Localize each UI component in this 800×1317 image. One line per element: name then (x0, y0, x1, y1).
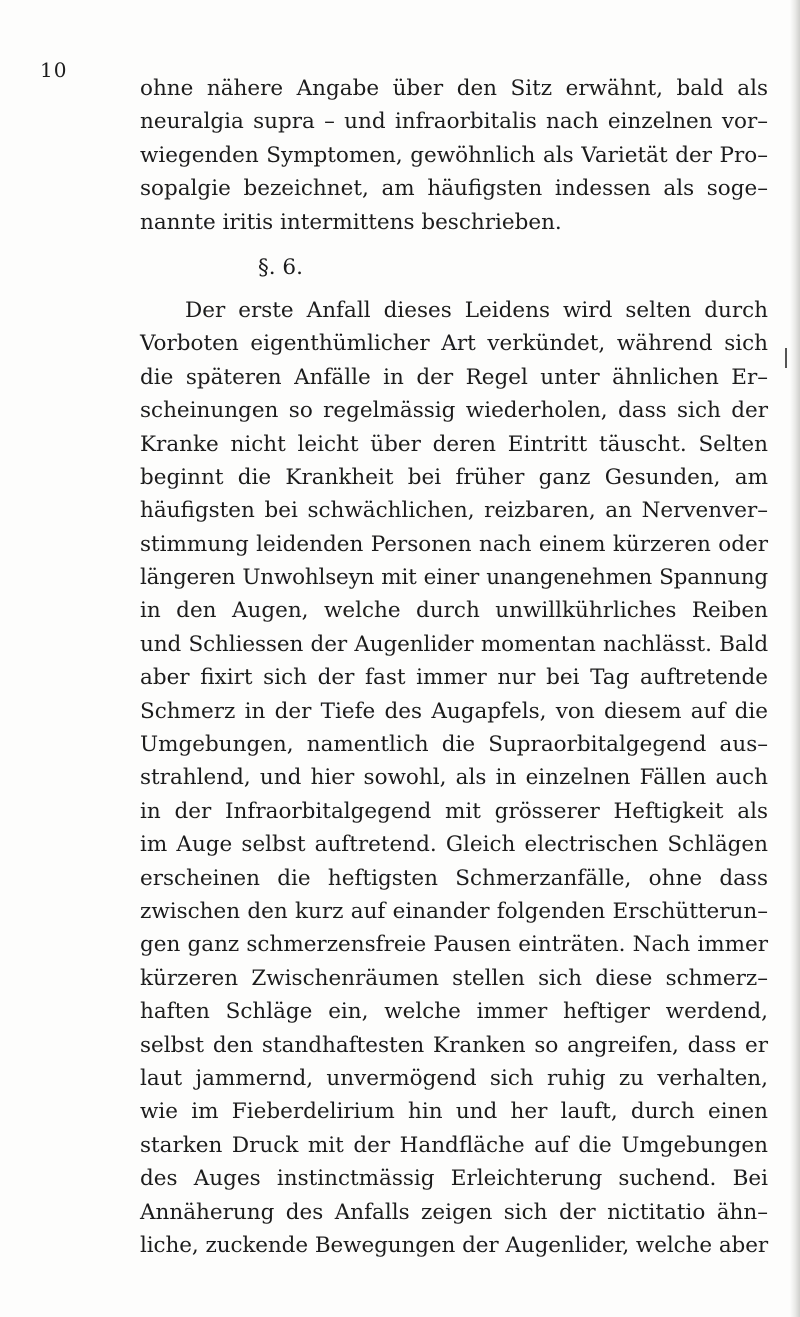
section-heading: §. 6. (258, 254, 303, 280)
text-line: starken Druck mit der Handfläche auf die Umgebungen (140, 1132, 768, 1158)
text-line: sopalgie bezeichnet, am häufigsten indessen als soge– (140, 176, 768, 202)
text-line: Kranke nicht leicht über deren Eintritt täuscht. Selten (140, 431, 768, 457)
page-edge-shadow (790, 0, 800, 1317)
text-line: stimmung leidenden Personen nach einem kürzeren oder (140, 531, 768, 557)
text-line: nannte iritis intermittens beschrieben. (140, 209, 562, 235)
text-line: in der Infraorbitalgegend mit grösserer Heftigkeit als (140, 798, 768, 824)
text-line: strahlend, und hier sowohl, als in einzelnen Fällen auch (140, 765, 768, 791)
page-number: 10 (40, 58, 68, 82)
text-line: haften Schläge ein, welche immer heftiger werdend, (140, 999, 768, 1025)
text-line: Umgebungen, namentlich die Supraorbitalgegend aus– (140, 732, 768, 758)
margin-mark (785, 348, 791, 368)
text-line: aber fixirt sich der fast immer nur bei Tag auftretende (140, 665, 768, 691)
body-text (140, 72, 768, 1262)
text-line: wie im Fieberdelirium hin und her lauft, durch einen (140, 1099, 768, 1125)
text-line: Vorboten eigenthümlicher Art verkündet, während sich (140, 331, 768, 357)
text-line: erscheinen die heftigsten Schmerzanfälle, ohne dass (140, 865, 768, 891)
text-line: laut jammernd, unvermögend sich ruhig zu verhalten, (140, 1065, 768, 1091)
text-line: selbst den standhaftesten Kranken so angreifen, dass er (140, 1032, 768, 1058)
text-line: Schmerz in der Tiefe des Augapfels, von diesem auf die (140, 698, 768, 724)
text-line: gen ganz schmerzensfreie Pausen einträten. Nach immer (140, 932, 768, 958)
text-line: kürzeren Zwischenräumen stellen sich diese schmerz– (140, 965, 768, 991)
text-line: Annäherung des Anfalls zeigen sich der nictitatio ähn– (140, 1199, 768, 1225)
text-line: Der erste Anfall dieses Leidens wird selten durch (185, 297, 768, 323)
text-line: und Schliessen der Augenlider momentan nachlässt. Bald (140, 631, 768, 657)
text-line: liche, zuckende Bewegungen der Augenlider, welche aber (140, 1232, 768, 1258)
text-line: im Auge selbst auftretend. Gleich electrischen Schlägen (140, 832, 768, 858)
text-line: in den Augen, welche durch unwillkührliches Reiben (140, 598, 768, 624)
text-line: scheinungen so regelmässig wiederholen, dass sich der (140, 398, 768, 424)
text-line: des Auges instinctmässig Erleichterung suchend. Bei (140, 1166, 768, 1192)
text-line: längeren Unwohlseyn mit einer unangenehmen Spannung (140, 565, 768, 591)
text-line: wiegenden Symptomen, gewöhnlich als Varietät der Pro– (140, 142, 768, 168)
text-line: die späteren Anfälle in der Regel unter ähnlichen Er– (140, 364, 768, 390)
text-line: zwischen den kurz auf einander folgenden Erschütterun– (140, 898, 768, 924)
text-line: ohne nähere Angabe über den Sitz erwähnt, bald als (140, 76, 768, 101)
text-line: häufigsten bei schwächlichen, reizbaren, an Nervenver– (140, 498, 768, 524)
text-line: beginnt die Krankheit bei früher ganz Gesunden, am (140, 464, 768, 490)
text-line: neuralgia supra – und infraorbitalis nach einzelnen vor– (140, 109, 768, 135)
